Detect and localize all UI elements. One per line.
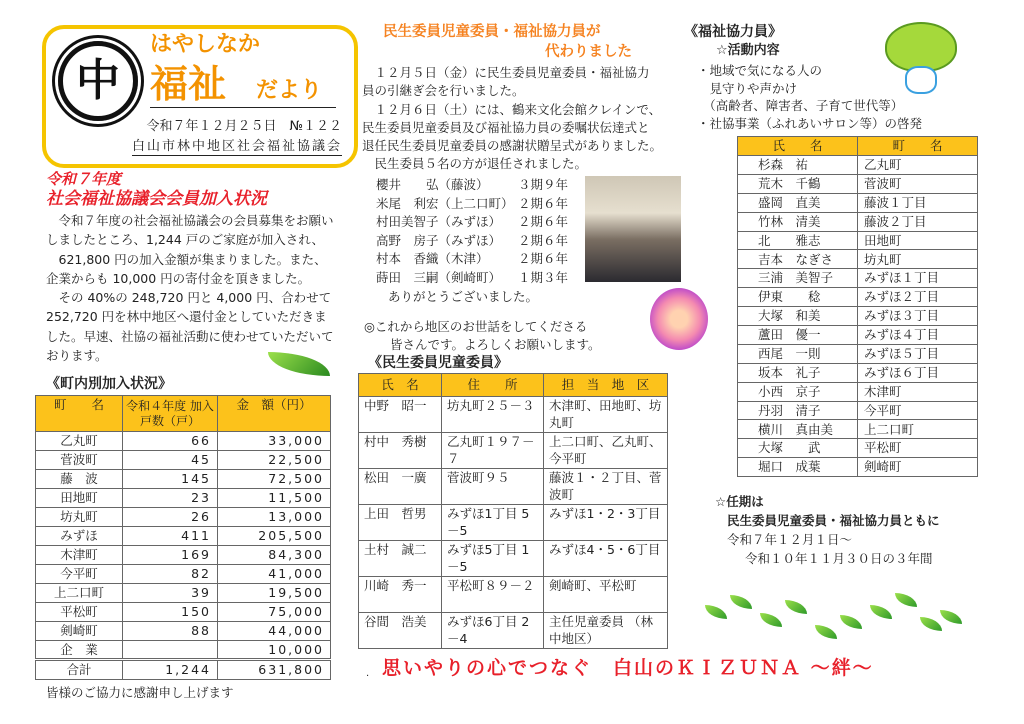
retiree-term: ２期６年 <box>518 214 569 229</box>
minsei-table: 氏 名 住 所 担 当 地 区 中野 昭一 坊丸町２５－３ 木津町、田地町、坊丸町 村中 秀樹 乙丸町１９７－７ 上二口町、乙丸町、今平町 松田 一廣 菅波町９５ 藤波１・２丁目、菅波町 上田 哲男 みずほ1丁目 5－5 みずほ1・2・3丁目 土村 誠二 みずほ5丁目 1－5 みずほ4・5・6丁目 川崎 秀一 平松町８９－２ 剣崎町、平松町 谷間 浩美 みずほ6丁目 2－4 主任児童委員 （林中地区） <box>358 373 668 649</box>
table-row <box>36 508 331 527</box>
table-cell: 杉森 祐 <box>738 156 858 175</box>
table-row <box>36 603 331 622</box>
table-cell: 蘆田 優一 <box>738 326 858 345</box>
table-cell: 坂本 礼子 <box>738 363 858 382</box>
retirees-list <box>376 176 568 287</box>
town-membership-table: 町 名 令和４年度 加入戸数（戸） 金 額（円） 乙丸町 66 33,000 菅波町 45 22,500 藤 波 145 72,500 田地町 23 11,500 坊丸町 26 13,000 みずほ 411 205,500 木津町 169 84,300 今平町 82 41,000 上二口町 39 19,500 平松町 150 75,000 剣崎町 88 44,000 企 業 10,000 合計 1,244 631,800 <box>35 395 331 680</box>
term-line-3: 令和１０年１１月３０日の３年間 <box>745 551 933 566</box>
retiree-name: 蒔田 三嗣（剣崎町） <box>376 269 502 285</box>
membership-heading: 社会福祉協議会会員加入状況 <box>46 189 267 209</box>
table-row <box>36 565 331 584</box>
table-row <box>359 397 668 433</box>
newsletter-title: 福祉 <box>150 62 227 106</box>
table-cell: 10,000 <box>218 641 331 660</box>
table-row <box>738 458 978 477</box>
table-row <box>36 470 331 489</box>
table-cell: 39 <box>123 584 218 603</box>
table-row <box>738 439 978 458</box>
retiree-name: 米尾 利宏（上二口町） <box>376 195 514 211</box>
table-cell: 剣崎町 <box>858 458 978 477</box>
table-cell: 荒木 千鶴 <box>738 174 858 193</box>
table-cell: 剣崎町 <box>36 622 123 641</box>
table-cell: 上二口町 <box>858 420 978 439</box>
table-row <box>738 382 978 401</box>
table-cell: 吉本 なぎさ <box>738 250 858 269</box>
table-row <box>738 307 978 326</box>
notice-line-2: 皆さんです。よろしくお願いします。 <box>390 337 601 352</box>
membership-heading-year: 令和７年度 <box>46 170 122 188</box>
town-table-title: 《町内別加入状況》 <box>46 376 172 392</box>
table-cell: 木津町 <box>858 382 978 401</box>
table-cell: 84,300 <box>218 546 331 565</box>
table-cell: 藤 波 <box>36 470 123 489</box>
term-title: ☆任期は <box>715 494 764 509</box>
leaf-icon <box>940 610 962 624</box>
table-cell: 平松町 <box>36 603 123 622</box>
table-row <box>738 250 978 269</box>
kyoryoku-title: 《福祉協力員》 <box>684 24 782 40</box>
table-cell: 藤波１丁目 <box>858 193 978 212</box>
table-cell: みずほ１丁目 <box>858 269 978 288</box>
table-cell: 今平町 <box>36 565 123 584</box>
table-cell: 川崎 秀一 <box>359 577 442 613</box>
table-cell: 企 業 <box>36 641 123 660</box>
table-row <box>36 451 331 470</box>
table-cell: 伊東 稔 <box>738 288 858 307</box>
table-cell: 谷間 浩美 <box>359 613 442 649</box>
table-row <box>738 401 978 420</box>
retiree-item <box>376 250 568 269</box>
table-cell: 今平町 <box>858 401 978 420</box>
table-cell: 菅波町 <box>36 451 123 470</box>
table-cell: 坊丸町 <box>858 250 978 269</box>
ceremony-photo <box>585 176 681 282</box>
retiree-term: ２期６年 <box>518 195 569 211</box>
table-cell: 乙丸町 <box>36 432 123 451</box>
table-cell: 19,500 <box>218 584 331 603</box>
leaf-icon <box>895 593 917 607</box>
leaf-icon <box>840 615 862 629</box>
table-cell: 松田 一廣 <box>359 469 442 505</box>
retiree-name: 櫻井 弘（藤波） <box>376 177 489 192</box>
newsletter-title-suffix: だより <box>256 78 323 103</box>
table-cell: 75,000 <box>218 603 331 622</box>
table-cell: みずほ３丁目 <box>858 307 978 326</box>
table-row <box>738 420 978 439</box>
membership-paragraph: 令和７年度の社会福祉協議会の会員募集をお願い しましたところ、1,244 戸のご家庭が加入され、 621,800 円の加入金額が集まりました。また、 企業からも 10,000 円の寄付金を頂きました。 その 40%の 248,720 円と 4,000 円、合わせて 252,720 円を林中地区へ還付金としていただきま した。早速、社協の福祉活動に使わせていただいて おります。 <box>46 213 334 364</box>
table-cell: 上田 哲男 <box>359 505 442 541</box>
table-cell: 丹羽 清子 <box>738 401 858 420</box>
table-cell: 平松町８９－２ <box>442 577 544 613</box>
table-row <box>36 546 331 565</box>
retiree-term: １期３年 <box>518 269 569 285</box>
table-cell: 26 <box>123 508 218 527</box>
leaf-icon <box>760 613 782 627</box>
table-row-total: 合計 1,244 631,800 <box>36 660 331 680</box>
retiree-term: ２期６年 <box>518 232 569 248</box>
table-cell: みずほ4・5・6丁目 <box>544 541 668 577</box>
flower-bouquet-illustration <box>650 288 708 350</box>
table-cell: 藤波２丁目 <box>858 212 978 231</box>
table-cell: 田地町 <box>36 489 123 508</box>
table-cell: みずほ <box>36 527 123 546</box>
table-cell: 上二口町 <box>36 584 123 603</box>
leaf-icon <box>705 605 727 619</box>
table-cell: 45 <box>123 451 218 470</box>
retiree-term: ２期６年 <box>518 251 569 266</box>
table-cell: 41,000 <box>218 565 331 584</box>
thanks-text: ありがとうございました。 <box>388 289 539 304</box>
retiree-name: 村田美智子（みずほ） <box>376 214 502 229</box>
table-cell: 坊丸町２５－３ <box>442 397 544 433</box>
table-cell: 44,000 <box>218 622 331 641</box>
table-cell: 11,500 <box>218 489 331 508</box>
change-paragraph: １２月５日（金）に民生委員児童委員・福祉協力 員の引継ぎ会を行いました。 １２月６日（土）には、鶴来文化会館クレインで、 民生委員児童委員及び福祉協力員の委嘱状伝達式と 退任民生委員児童委員の感謝状贈呈式がありました。 民生委員５名の方が退任されました。 <box>362 65 663 172</box>
table-cell: 大塚 和美 <box>738 307 858 326</box>
kyoryoku-table: 氏 名 町 名 杉森 祐 乙丸町 荒木 千鶴 菅波町 盛岡 直美 藤波１丁目 竹林 清美 藤波２丁目 北 雅志 田地町 吉本 なぎさ 坊丸町 三浦 美智子 みずほ１丁目 伊東 稔 みずほ２丁目 大塚 和美 みずほ３丁目 蘆田 優一 みずほ４丁目 西尾 一則 みずほ５丁目 坂本 礼子 みずほ６丁目 小西 京子 木津町 丹羽 清子 今平町 横川 真由美 上二口町 大塚 武 平松町 堀口 成葉 剣崎町 <box>737 136 978 477</box>
table-row <box>36 489 331 508</box>
table-cell: 菅波町 <box>858 174 978 193</box>
table-cell: 145 <box>123 470 218 489</box>
table-cell: 土村 誠二 <box>359 541 442 577</box>
slogan: 思いやりの心でつなぐ 白山のＫＩＺＵＮＡ ～絆～ <box>382 657 874 679</box>
table-row <box>359 541 668 577</box>
table-cell: 竹林 清美 <box>738 212 858 231</box>
table-row <box>359 577 668 613</box>
masthead <box>42 25 358 168</box>
table-cell: 150 <box>123 603 218 622</box>
mascot-character-icon <box>885 22 957 72</box>
notice-line-1: ◎これから地区のお世話をしてくださる <box>364 319 588 334</box>
table-row <box>36 584 331 603</box>
table-cell: 横川 真由美 <box>738 420 858 439</box>
table-row <box>36 432 331 451</box>
table-cell: みずほ1・2・3丁目 <box>544 505 668 541</box>
retiree-name: 高野 房子（みずほ） <box>376 232 502 248</box>
leaf-icon <box>920 617 942 631</box>
table-cell: 33,000 <box>218 432 331 451</box>
table-cell: 堀口 成葉 <box>738 458 858 477</box>
minsei-table-title: 《民生委員児童委員》 <box>368 355 508 371</box>
table-cell: 88 <box>123 622 218 641</box>
leaf-icon <box>870 605 892 619</box>
table-cell: みずほ6丁目 2－4 <box>442 613 544 649</box>
table-cell: 72,500 <box>218 470 331 489</box>
table-cell: 三浦 美智子 <box>738 269 858 288</box>
table-cell: 主任児童委員 （林中地区） <box>544 613 668 649</box>
term-line-1: 民生委員児童委員・福祉協力員ともに <box>727 513 940 528</box>
table-cell: 乙丸町 <box>858 156 978 175</box>
table-cell: 205,500 <box>218 527 331 546</box>
activity-subtitle: ☆活動内容 <box>716 43 780 58</box>
table-cell: 66 <box>123 432 218 451</box>
table-cell: 藤波１・２丁目、菅波町 <box>544 469 668 505</box>
table-cell: 411 <box>123 527 218 546</box>
mascot-body <box>905 66 937 94</box>
table-cell: 西尾 一則 <box>738 344 858 363</box>
table-row <box>359 613 668 649</box>
retiree-item <box>376 195 568 214</box>
change-heading: 民生委員児童委員・福祉協力員が <box>383 24 601 40</box>
retiree-item <box>376 269 568 288</box>
table-cell: 坊丸町 <box>36 508 123 527</box>
table-cell: 大塚 武 <box>738 439 858 458</box>
table-cell: 小西 京子 <box>738 382 858 401</box>
table-row <box>738 212 978 231</box>
table-cell: みずほ５丁目 <box>858 344 978 363</box>
table-cell: 木津町、田地町、坊丸町 <box>544 397 668 433</box>
retiree-item <box>376 232 568 251</box>
table-cell: みずほ5丁目 1－5 <box>442 541 544 577</box>
bullet-dot: · <box>366 671 370 682</box>
term-line-2: 令和７年１２月１日～ <box>727 532 853 547</box>
series-name: はやしなか <box>150 32 261 57</box>
table-row <box>359 469 668 505</box>
table-cell: 22,500 <box>218 451 331 470</box>
table-row <box>36 641 331 660</box>
leaf-icon <box>730 595 752 609</box>
table-cell: 上二口町、乙丸町、今平町 <box>544 433 668 469</box>
table-row <box>359 433 668 469</box>
leaf-icon <box>785 600 807 614</box>
table-cell: 盛岡 直美 <box>738 193 858 212</box>
leaves-illustration <box>700 585 960 655</box>
table-row <box>36 527 331 546</box>
table-cell: 中野 昭一 <box>359 397 442 433</box>
retiree-name: 村本 香織（木津） <box>376 251 489 266</box>
title-underline <box>150 107 336 108</box>
table-cell: 剣崎町、平松町 <box>544 577 668 613</box>
table-cell: 乙丸町１９７－７ <box>442 433 544 469</box>
table-cell: 平松町 <box>858 439 978 458</box>
table-cell: 169 <box>123 546 218 565</box>
change-heading-2: 代わりました <box>545 44 632 60</box>
table-cell: 田地町 <box>858 231 978 250</box>
table-cell: みずほ４丁目 <box>858 326 978 345</box>
table-cell: みずほ６丁目 <box>858 363 978 382</box>
retiree-item <box>376 176 568 195</box>
issue-date: 令和７年１２月２５日 №１２２ <box>146 119 342 134</box>
retiree-item <box>376 213 568 232</box>
table-cell: 13,000 <box>218 508 331 527</box>
table-row <box>359 505 668 541</box>
table-row <box>738 326 978 345</box>
table-row <box>738 288 978 307</box>
table-row <box>738 193 978 212</box>
table-cell: みずほ２丁目 <box>858 288 978 307</box>
table-cell: 村中 秀樹 <box>359 433 442 469</box>
retiree-term: ３期９年 <box>518 177 569 192</box>
table-row <box>738 363 978 382</box>
leaf-icon <box>815 625 837 639</box>
table-row <box>738 231 978 250</box>
activity-bullets: ・地域で気になる人の 見守りや声かけ （高齢者、障害者、子育て世代等） ・社協事業（ふれあいサロン等）の啓発 <box>697 63 923 131</box>
table-cell: 82 <box>123 565 218 584</box>
table-row <box>738 174 978 193</box>
table-cell: 木津町 <box>36 546 123 565</box>
table-cell <box>123 641 218 660</box>
publisher: 白山市林中地区社会福祉協議会 <box>131 139 342 154</box>
table-row <box>738 269 978 288</box>
hayashinaka-logo-icon: 中 <box>58 41 138 121</box>
table-row <box>36 622 331 641</box>
table-cell: 23 <box>123 489 218 508</box>
table-cell: みずほ1丁目 5－5 <box>442 505 544 541</box>
table-cell: 北 雅志 <box>738 231 858 250</box>
table-row <box>738 344 978 363</box>
table-row <box>738 156 978 175</box>
thanks-note: 皆様のご協力に感謝申し上げます <box>46 685 234 700</box>
table-cell: 菅波町９５ <box>442 469 544 505</box>
